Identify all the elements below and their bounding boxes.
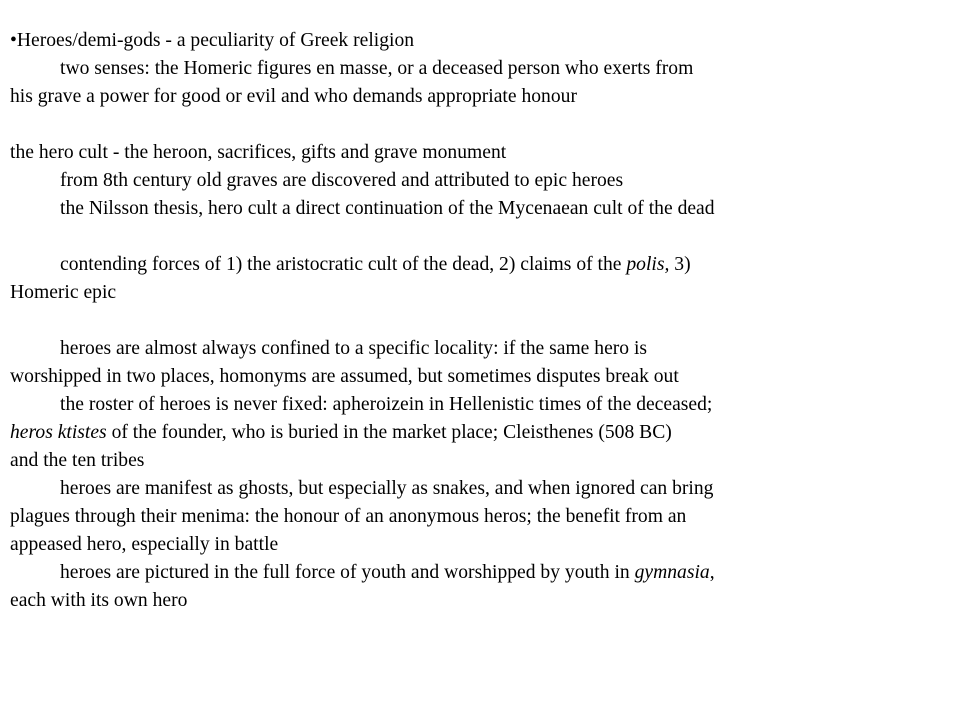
text-segment: the roster of heroes is never fixed: apheroizein in Hellenistic times of the deceased; (60, 394, 713, 415)
text-segment: and the ten tribes (10, 450, 145, 471)
italic-text-segment: gymnasia (634, 562, 710, 583)
text-segment: Homeric epic (10, 282, 117, 303)
italic-text-segment: heros ktistes (10, 422, 107, 443)
text-segment: •Heroes/demi-gods - a peculiarity of Greek religion (10, 30, 415, 51)
text-line-l10 (10, 363, 956, 391)
text-segment: the hero cult - the heroon, sacrifices, gifts and grave monument (10, 142, 507, 163)
text-line-l4 (10, 139, 956, 167)
text-line-l11 (10, 391, 956, 419)
text-line-l8 (10, 279, 956, 307)
text-segment: worshipped in two places, homonyms are assumed, but sometimes disputes break out (10, 366, 679, 387)
text-line-l1 (10, 27, 956, 55)
text-line-l6 (10, 195, 956, 223)
text-segment: heroes are manifest as ghosts, but especially as snakes, and when ignored can bring (60, 478, 714, 499)
text-segment: 3) (669, 254, 691, 275)
text-line-l14 (10, 475, 956, 503)
blank-line (10, 111, 956, 139)
text-line-l17 (10, 559, 956, 587)
text-line-l2 (10, 55, 956, 83)
text-segment: two senses: the Homeric figures en masse, or a deceased person who exerts from (60, 58, 694, 79)
text-segment: each with its own hero (10, 590, 188, 611)
text-line-l18 (10, 587, 956, 615)
text-line-l13 (10, 447, 956, 475)
slide-text-body (10, 27, 956, 615)
text-segment: , (709, 562, 715, 583)
blank-line (10, 307, 956, 335)
text-segment: the Nilsson thesis, hero cult a direct continuation of the Mycenaean cult of the dead (60, 198, 715, 219)
italic-text-segment: polis, (626, 254, 670, 275)
text-line-l3 (10, 83, 956, 111)
text-line-l15 (10, 503, 956, 531)
text-line-l12 (10, 419, 956, 447)
text-segment: of the founder, who is buried in the market place; Cleisthenes (508 BC) (106, 422, 672, 443)
text-line-l9 (10, 335, 956, 363)
text-segment: appeased hero, especially in battle (10, 534, 279, 555)
text-line-l16 (10, 531, 956, 559)
text-segment: heroes are pictured in the full force of youth and worshipped by youth in (60, 562, 635, 583)
blank-line (10, 223, 956, 251)
text-segment: plagues through their menima: the honour of an anonymous heros; the benefit from an (10, 506, 687, 527)
text-segment: his grave a power for good or evil and who demands appropriate honour (10, 86, 577, 107)
text-segment: contending forces of 1) the aristocratic cult of the dead, 2) claims of the (60, 254, 627, 275)
text-line-l5 (10, 167, 956, 195)
text-segment: from 8th century old graves are discovered and attributed to epic heroes (60, 170, 624, 191)
text-line-l7 (10, 251, 956, 279)
text-segment: heroes are almost always confined to a specific locality: if the same hero is (60, 338, 648, 359)
